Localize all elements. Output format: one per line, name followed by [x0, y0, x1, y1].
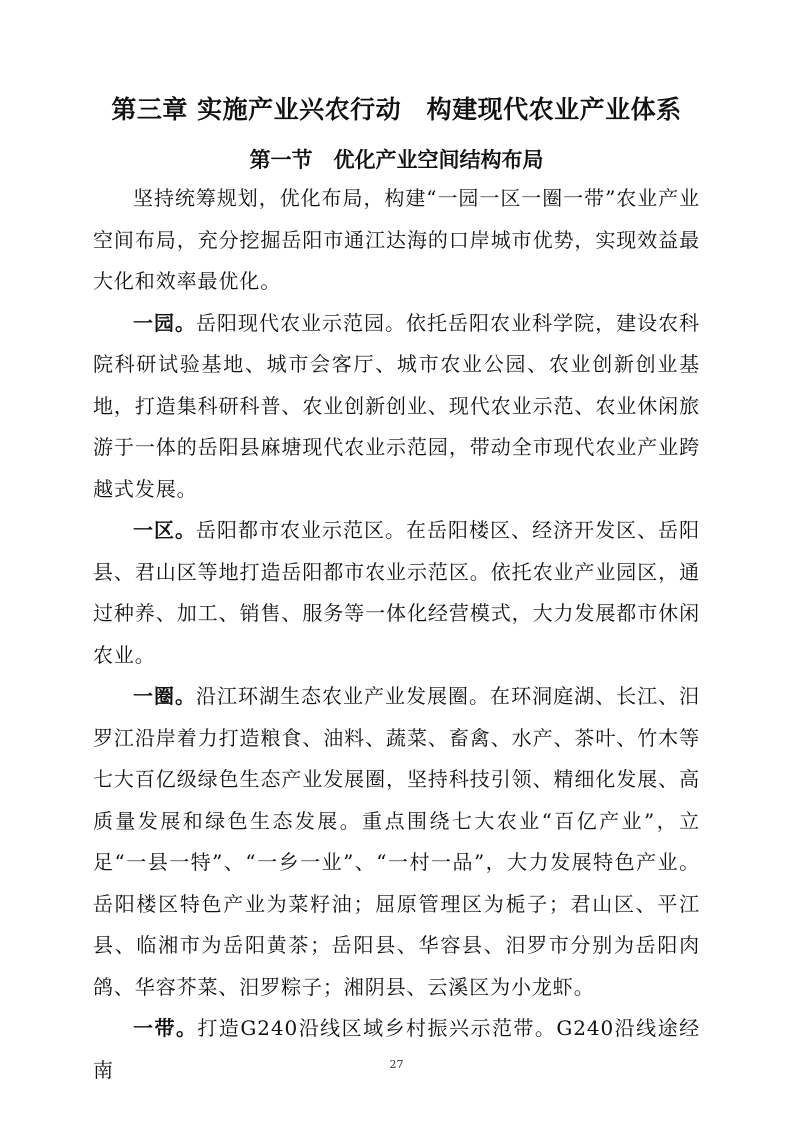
paragraph-yiyuan [93, 303, 700, 511]
paragraph-text: 坚持统筹规划，优化布局，构建“一园一区一圈一带”农业产业空间布局，充分挖掘岳阳市通江达海的口岸城市优势，实现效益最大化和效率最优化。 [93, 186, 700, 293]
paragraph-lead: 一带。 [133, 1016, 198, 1040]
paragraph-text: 沿江环湖生态农业产业发展圈。在环洞庭湖、长江、汨罗江沿岸着力打造粮食、油料、蔬菜、畜禽、水产、茶叶、竹木等七大百亿级绿色生态产业发展圈，坚持科技引领、精细化发展、高质量发展和绿色生态发展。重点围绕七大农业“百亿产业”，立足“一县一特”、“一乡一业”、“一村一品”，大力发展特色产业。岳阳楼区特色产业为菜籽油；屈原管理区为栀子；君山区、平江县、临湘市为岳阳黄茶；岳阳县、华容县、汨罗市分别为岳阳肉鸽、华容芥菜、汨罗粽子；湘阴县、云溪区为小龙虾。 [93, 684, 700, 999]
paragraph-text: 打造G240沿线区域乡村振兴示范带。G240沿线途经南 [93, 1016, 700, 1082]
page-number: 27 [389, 1058, 404, 1071]
body-text [93, 178, 700, 1091]
paragraph-yiqu [93, 510, 700, 676]
paragraph-intro [93, 178, 700, 303]
paragraph-lead: 一园。 [133, 310, 197, 335]
paragraph-yidai [93, 1008, 700, 1091]
paragraph-lead: 一区。 [133, 518, 197, 542]
section-title: 第一节 优化产业空间结构布局 [249, 148, 544, 172]
paragraph-text: 岳阳现代农业示范园。依托岳阳农业科学院，建设农科院科研试验基地、城市会客厅、城市农业公园、农业创新创业基地，打造集科研科普、农业创新创业、现代农业示范、农业休闲旅游于一体的岳阳县麻塘现代农业示范园，带动全市现代农业产业跨越式发展。 [93, 310, 700, 501]
paragraph-lead: 一圈。 [133, 684, 197, 708]
paragraph-text: 岳阳都市农业示范区。在岳阳楼区、经济开发区、岳阳县、君山区等地打造岳阳都市农业示范区。依托农业产业园区，通过种养、加工、销售、服务等一体化经营模式，大力发展都市休闲农业。 [93, 518, 700, 667]
paragraph-yiquan [93, 676, 700, 1008]
chapter-title: 第三章 实施产业兴农行动 构建现代农业产业体系 [111, 95, 682, 124]
